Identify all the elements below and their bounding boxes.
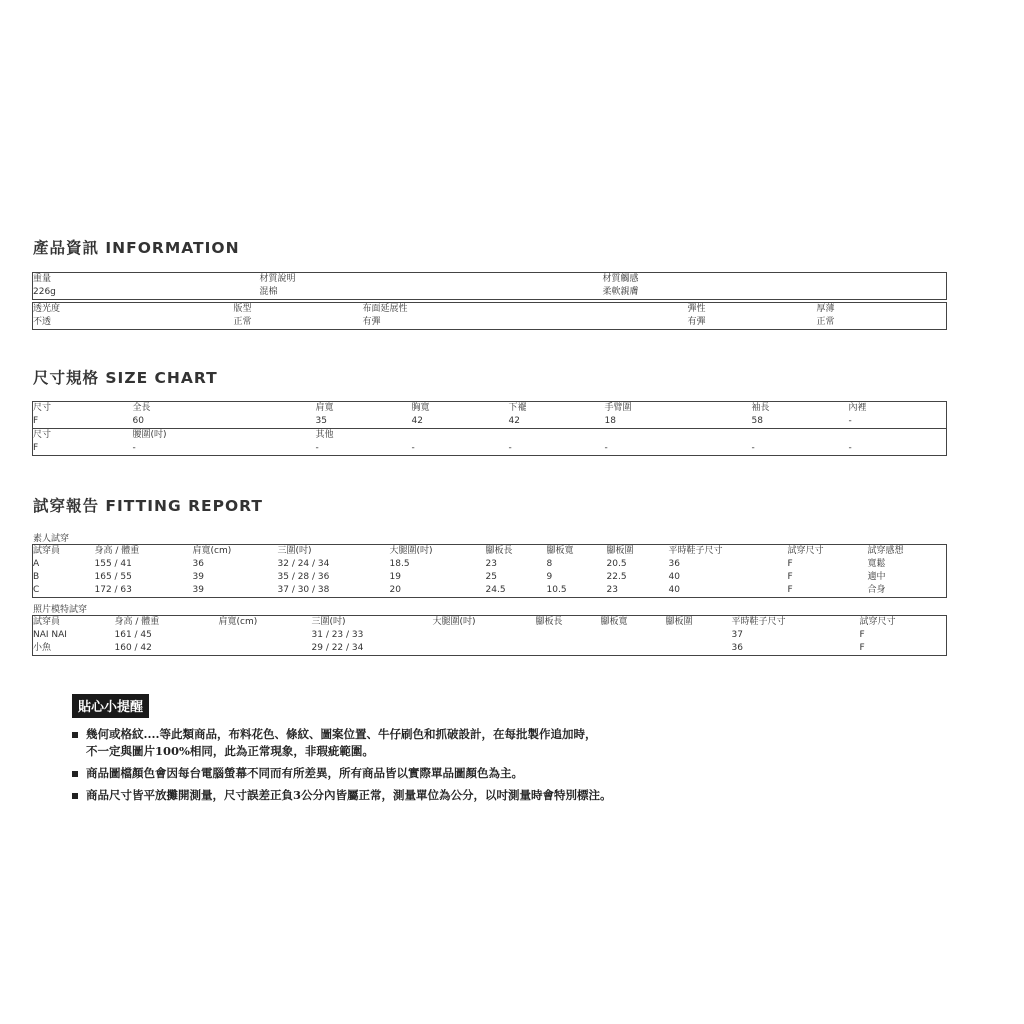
square-bullet-icon — [72, 732, 78, 738]
info-label: 材質說明 — [260, 273, 603, 287]
fit-cell: 合身 — [868, 584, 947, 598]
size-header — [412, 429, 509, 443]
fit-cell: 35 / 28 / 36 — [277, 572, 330, 582]
fit-header: 大腿圍(吋) — [433, 616, 536, 630]
fit-cell: 172 / 63 — [95, 584, 193, 598]
table-row — [33, 571, 947, 584]
fit-cell: 39 — [192, 572, 204, 582]
info-section-title: 產品資訊 INFORMATION — [33, 239, 240, 257]
info-label: 彈性 — [688, 303, 817, 317]
fit-cell: 18.5 — [389, 559, 410, 569]
notes-list — [70, 726, 710, 804]
fit-cell: 20.5 — [606, 559, 627, 569]
fit-cell: 160 / 42 — [115, 642, 219, 656]
fit-cell: 40 — [668, 572, 680, 582]
fit-cell: F — [788, 584, 868, 598]
size-header — [752, 429, 849, 443]
fit-cell — [536, 629, 601, 642]
note-text: 不一定與圖片100%相同，此為正常現象，非瑕疵範圍。 — [86, 744, 374, 758]
fit-cell: 31 / 23 / 33 — [311, 630, 364, 640]
fit-cell: 36 — [668, 559, 680, 569]
info-table-row2 — [32, 302, 947, 330]
note-text: 商品圖檔顏色會因每台電腦螢幕不同而有所差異，所有商品皆以實際單品圖顏色為主。 — [86, 766, 523, 780]
fit-cell: 適中 — [867, 572, 886, 582]
size-cell: 60 — [133, 415, 316, 429]
size-cell: 42 — [412, 415, 509, 429]
fit-cell: 23 — [607, 584, 669, 598]
fit-cell: F — [859, 630, 865, 640]
size-cell: - — [605, 442, 752, 456]
size-cell: - — [849, 415, 947, 429]
fit-header: 試穿尺寸 — [860, 616, 947, 630]
list-item — [70, 765, 710, 782]
fit-cell — [601, 629, 666, 642]
size-cell: 18 — [605, 415, 752, 429]
fit-cell: 36 — [192, 559, 204, 569]
fit-cell — [219, 629, 312, 642]
size-header: 尺寸 — [33, 402, 133, 416]
note-text: 商品尺寸皆平放攤開測量，尺寸誤差正負3公分內皆屬正常，測量單位為公分，以吋測量時會特別標注。 — [86, 788, 612, 802]
square-bullet-icon — [72, 771, 78, 777]
fit-cell: 8 — [546, 559, 553, 569]
size-table — [32, 401, 947, 456]
info-table-row1 — [32, 272, 947, 300]
info-label: 重量 — [33, 273, 260, 287]
fit-header: 腳板寬 — [547, 545, 607, 559]
fit-cell: NAI NAI — [33, 630, 67, 640]
fit-cell: 19 — [389, 572, 401, 582]
info-value: 有彈 — [688, 316, 817, 330]
fit-cell: 29 / 22 / 34 — [312, 642, 433, 656]
fit-header: 腳板寬 — [601, 616, 666, 630]
size-cell: - — [316, 442, 412, 456]
fit-header: 試穿員 — [33, 545, 95, 559]
table-row — [33, 558, 947, 571]
fit-cell — [433, 629, 536, 642]
fit-header: 身高 / 體重 — [95, 545, 193, 559]
fit-cell: 37 / 30 / 38 — [278, 584, 390, 598]
size-header: 腰圍(吋) — [132, 430, 167, 440]
table-row — [33, 642, 947, 656]
size-section-title: 尺寸規格 SIZE CHART — [33, 369, 218, 387]
info-value: 有彈 — [363, 316, 688, 330]
table-row — [33, 629, 947, 642]
fit-header: 腳板長 — [486, 545, 547, 559]
fit-header: 三圍(吋) — [278, 545, 390, 559]
size-cell: - — [509, 442, 605, 456]
size-cell: F — [33, 442, 133, 456]
fit-cell: 20 — [390, 584, 486, 598]
fit-cell: A — [33, 559, 40, 569]
fit-header: 身高 / 體重 — [115, 616, 219, 630]
fit-cell: 36 — [732, 642, 860, 656]
fit-header: 腳板圍 — [607, 545, 669, 559]
fit-cell: 22.5 — [606, 572, 627, 582]
fit-cell: 155 / 41 — [94, 559, 132, 569]
fit-cell: C — [33, 584, 95, 598]
fit-header: 大腿圍(吋) — [390, 545, 486, 559]
size-header: 胸寬 — [412, 402, 509, 416]
fit-cell: 23 — [485, 559, 497, 569]
info-label: 版型 — [234, 303, 363, 317]
size-header — [605, 429, 752, 443]
info-value: 226g — [33, 286, 260, 300]
info-value: 正常 — [234, 316, 363, 330]
fit-cell — [666, 642, 732, 656]
info-value: 混棉 — [260, 286, 603, 300]
size-header: 肩寬 — [316, 402, 412, 416]
fit-cell — [433, 642, 536, 656]
size-header: 尺寸 — [33, 430, 52, 440]
fit-cell — [601, 642, 666, 656]
info-label: 透光度 — [33, 303, 234, 317]
size-cell: - — [849, 442, 947, 456]
fit-header: 平時鞋子尺寸 — [669, 545, 788, 559]
fit-header: 腳板長 — [536, 616, 601, 630]
fit-cell — [666, 629, 732, 642]
square-bullet-icon — [72, 793, 78, 799]
info-value: 正常 — [817, 316, 947, 330]
info-label: 材質觸感 — [603, 273, 947, 287]
size-cell: - — [412, 442, 509, 456]
fit-header: 試穿尺寸 — [788, 545, 868, 559]
fit-cell: 小魚 — [33, 642, 115, 656]
fit-cell: 32 / 24 / 34 — [277, 559, 330, 569]
amateur-caption: 素人試穿 — [33, 534, 70, 544]
notes-panel — [70, 694, 710, 809]
model-fitting-table — [32, 615, 947, 656]
fit-header: 試穿員 — [33, 616, 115, 630]
fit-header: 三圍(吋) — [312, 616, 433, 630]
size-header: 袖長 — [752, 402, 849, 416]
size-header: 全長 — [133, 402, 316, 416]
size-header: 其他 — [315, 430, 334, 440]
fit-cell: 25 — [485, 572, 497, 582]
size-cell: - — [752, 442, 849, 456]
list-item — [70, 726, 710, 760]
fit-cell: 40 — [669, 584, 788, 598]
fit-cell: 165 / 55 — [94, 572, 132, 582]
fit-cell: 10.5 — [547, 584, 607, 598]
fit-cell: B — [33, 572, 40, 582]
info-value: 不透 — [33, 316, 234, 330]
table-row — [33, 584, 947, 598]
size-header — [849, 429, 947, 443]
size-header — [509, 429, 605, 443]
fit-cell: 24.5 — [486, 584, 547, 598]
note-text: 幾何或格紋....等此類商品，布料花色、條紋、圖案位置、牛仔刷色和抓破設計，在每批製作追加時， — [86, 727, 597, 741]
notes-badge: 貼心小提醒 — [72, 694, 149, 718]
list-item — [70, 787, 710, 804]
fit-cell: F — [787, 572, 793, 582]
size-cell: 42 — [509, 415, 605, 429]
size-header: 下襬 — [509, 402, 605, 416]
fit-cell — [219, 642, 312, 656]
size-cell: 58 — [752, 415, 849, 429]
fit-section-title: 試穿報告 FITTING REPORT — [33, 497, 263, 515]
size-cell: - — [133, 442, 316, 456]
fit-header: 平時鞋子尺寸 — [732, 616, 860, 630]
model-caption: 照片模特試穿 — [33, 605, 88, 615]
fit-cell: F — [787, 559, 793, 569]
size-header: 內裡 — [849, 402, 947, 416]
info-label: 厚薄 — [817, 303, 947, 317]
fit-cell: F — [860, 642, 947, 656]
fit-cell: 37 — [731, 630, 743, 640]
fit-cell: 9 — [546, 572, 553, 582]
size-header: 手臂圍 — [605, 402, 752, 416]
fit-header: 試穿感想 — [868, 545, 947, 559]
fit-cell — [536, 642, 601, 656]
fit-cell: 39 — [193, 584, 278, 598]
size-cell: F — [33, 415, 133, 429]
fit-header: 腳板圍 — [666, 616, 732, 630]
fit-cell: 寬鬆 — [867, 559, 886, 569]
fit-cell: 161 / 45 — [114, 630, 152, 640]
size-cell: 35 — [316, 415, 412, 429]
fit-header: 肩寬(cm) — [219, 616, 312, 630]
info-label: 布面延展性 — [363, 303, 688, 317]
amateur-fitting-table — [32, 544, 947, 598]
fit-header: 肩寬(cm) — [193, 545, 278, 559]
info-value: 柔軟親膚 — [603, 286, 947, 300]
